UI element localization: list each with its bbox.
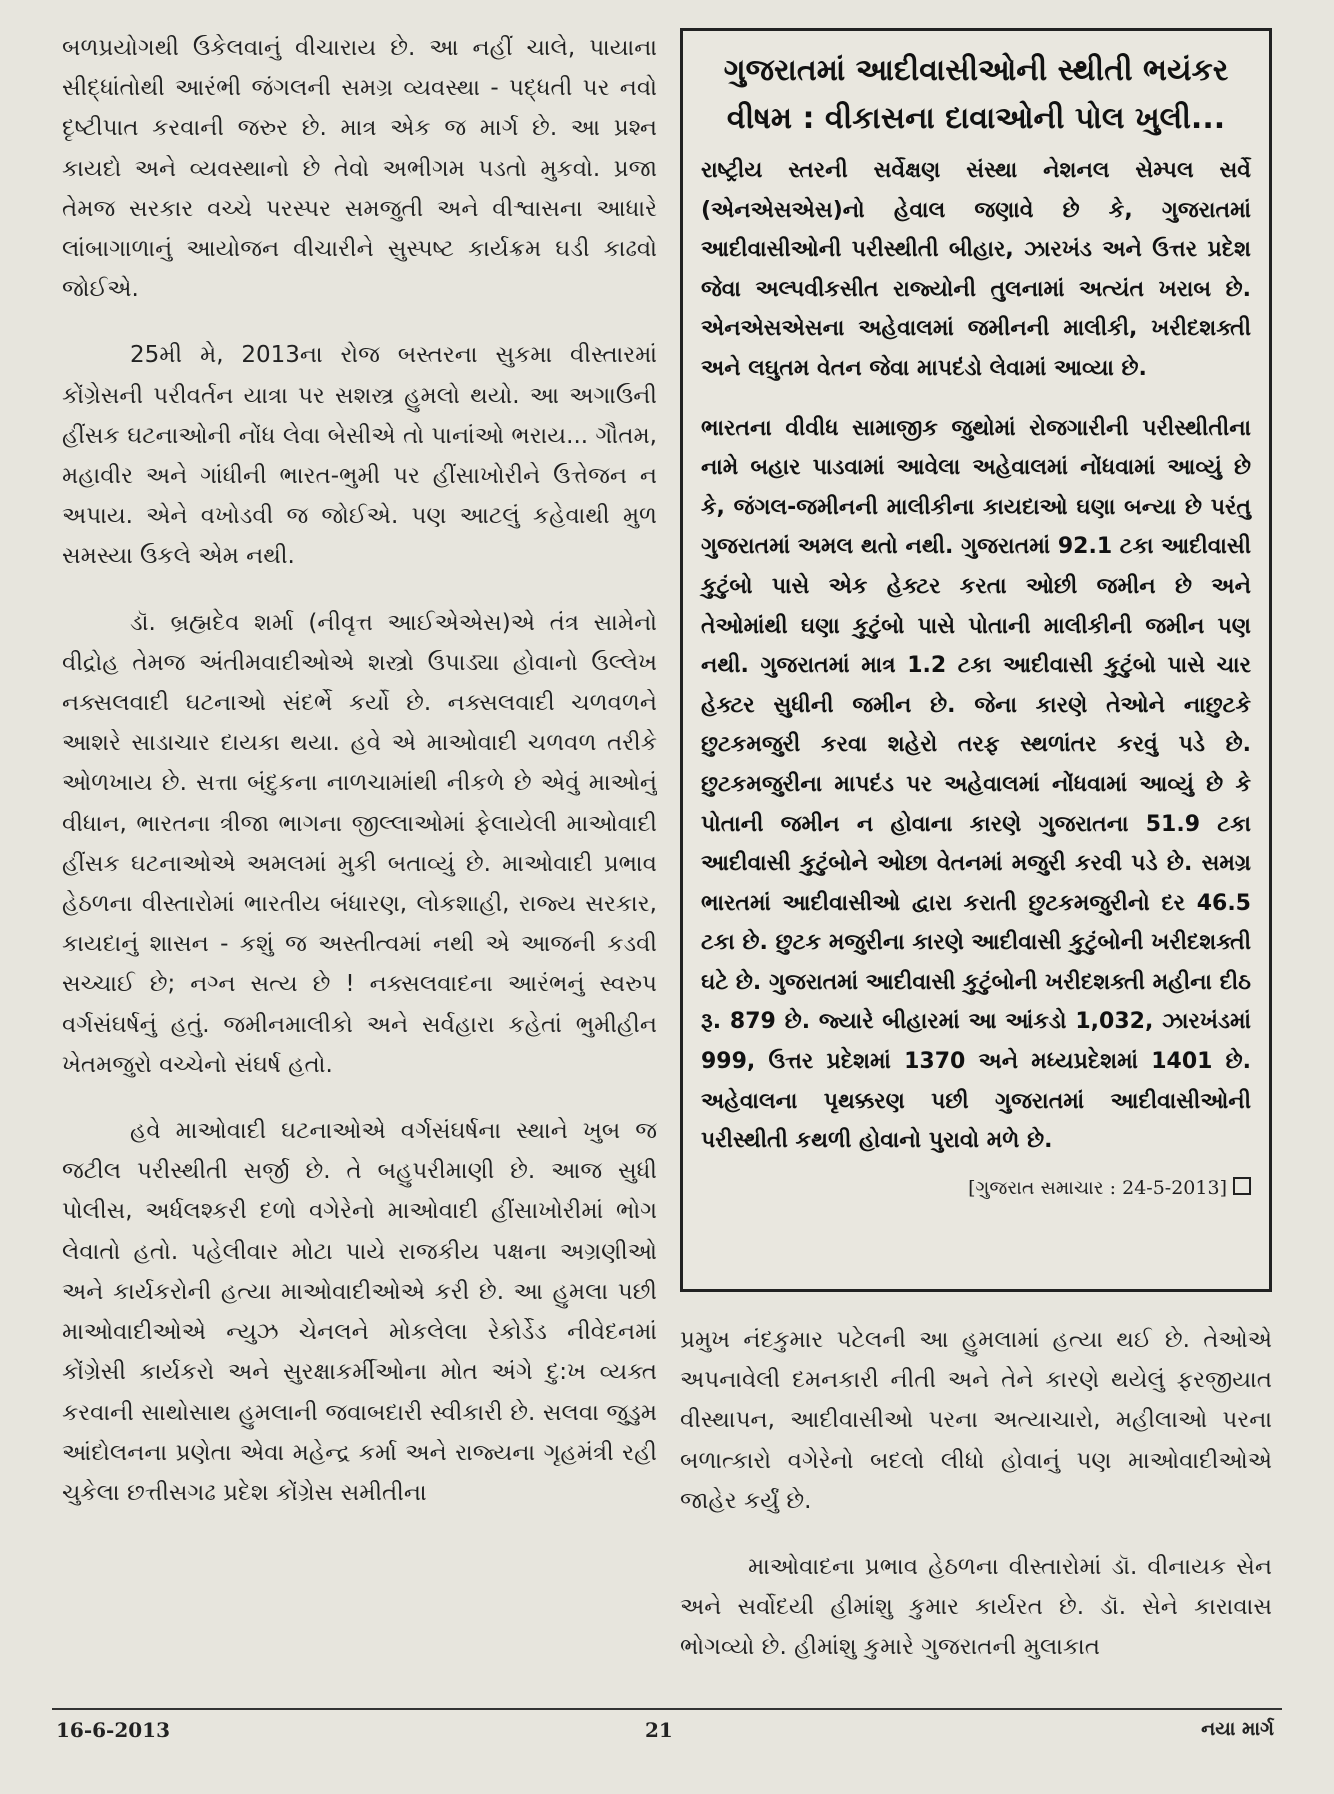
right-column: [680, 28, 1272, 1696]
right-paragraph-2: માઓવાદના પ્રભાવ હેઠળના વીસ્તારોમાં ડૉ. વીનાયક સેન અને સર્વોદયી હીમાંશુ કુમાર કાર્યરત છે. ડૉ. સેને કારાવાસ ભોગવ્યો છે. હીમાંશુ કુમારે ગુજરાતની મુલાકાત: [680, 1554, 1272, 1661]
page-number: 21: [645, 1718, 673, 1742]
publication-name: નયા માર્ગ: [1201, 1718, 1274, 1740]
left-paragraph-1: બળપ્રયોગથી ઉકેલવાનું વીચારાય છે. આ નહીં ચાલે, પાયાના સીદ્ધાંતોથી આરંભી જંગલની સમગ્ર વ્યવસ્થા - પદ્ધતી પર નવો દૃષ્ટીપાત કરવાની જરુર છે. માત્ર એક જ માર્ગ છે. આ પ્રશ્ન કાયદો અને વ્યવસ્થાનો છે તેવો અભીગમ પડતો મુકવો. પ્રજા તેમજ સરકાર વચ્ચે પરસ્પર સમજુતી અને વીશ્વાસના આધારે લાંબાગાળાનું આયોજન વીચારીને સુસ્પષ્ટ કાર્યક્રમ ઘડી કાઢવો જોઈએ.: [62, 35, 657, 303]
end-square-icon: [1233, 1177, 1251, 1195]
right-column-text: [680, 1320, 1272, 1668]
left-column: [62, 28, 657, 1696]
left-paragraph-2: 25મી મે, 2013ના રોજ બસ્તરના સુકમા વીસ્તારમાં કોંગ્રેસની પરીવર્તન યાત્રા પર સશસ્ત્ર હુમલો થયો. આ અગાઉની હીંસક ઘટનાઓની નોંધ લેવા બેસીએ તો પાનાંઓ ભરાય... ગૌતમ, મહાવીર અને ગાંધીની ભારત-ભુમી પર હીંસાખોરીને ઉત્તેજન ન અપાય. એને વખોડવી જ જોઈએ. પણ આટલું કહેવાથી મુળ સમસ્યા ઉકલે એમ નથી.: [62, 342, 657, 570]
news-box-source-text: [ગુજરાત સમાચાર : 24-5-2013]: [968, 1176, 1227, 1199]
news-box-source: [701, 1177, 1251, 1199]
left-paragraph-3: ડૉ. બ્રહ્મદેવ શર્મા (નીવૃત્ત આઈએએસ)એ તંત્ર સામેનો વીદ્રોહ તેમજ અંતીમવાદીઓએ શસ્ત્રો ઉપાડ્યા હોવાનો ઉલ્લેખ નક્સલવાદી ઘટનાઓ સંદર્ભે કર્યો છે. નક્સલવાદી ચળવળને આશરે સાડાચાર દાયકા થયા. હવે એ માઓવાદી ચળવળ તરીકે ઓળખાય છે. સત્તા બંદુકના નાળચામાંથી નીકળે છે એવું માઓનું વીધાન, ભારતના ત્રીજા ભાગના જીલ્લાઓમાં ફેલાયેલી માઓવાદી હીંસક ઘટનાઓએ અમલમાં મુકી બતાવ્યું છે. માઓવાદી પ્રભાવ હેઠળના વીસ્તારોમાં ભારતીય બંધારણ, લોકશાહી, રાજ્ય સરકાર, કાયદાનું શાસન - કશું જ અસ્તીત્વમાં નથી એ આજની કડવી સચ્ચાઈ છે; નગ્ન સત્ય છે ! નક્સલવાદના આરંભનું સ્વરુપ વર્ગસંઘર્ષનું હતું. જમીનમાલીકો અને સર્વહારા કહેતાં ભુમીહીન ખેતમજુરો વચ્ચેનો સંઘર્ષ હતો.: [62, 609, 657, 1078]
footer-divider: [52, 1708, 1282, 1710]
news-box-paragraph-1: રાષ્ટ્રીય સ્તરની સર્વેક્ષણ સંસ્થા નેશનલ સેમ્પલ સર્વે (એનએસએસ)નો હેવાલ જણાવે છે કે, ગુજરાતમાં આદીવાસીઓની પરીસ્થીતી બીહાર, ઝારખંડ અને ઉત્તર પ્રદેશ જેવા અલ્પવીકસીત રાજ્યોની તુલનામાં અત્યંત ખરાબ છે. એનએસએસના અહેવાલમાં જમીનની માલીકી, ખરીદશક્તી અને લઘુતમ વેતન જેવા માપદંડો લેવામાં આવ્યા છે.: [701, 158, 1251, 381]
news-box-paragraph-2: ભારતના વીવીધ સામાજીક જુથોમાં રોજગારીની પરીસ્થીતીના નામે બહાર પાડવામાં આવેલા અહેવાલમાં નોંધવામાં આવ્યું છે કે, જંગલ-જમીનની માલીકીના કાયદાઓ ઘણા બન્યા છે પરંતુ ગુજરાતમાં અમલ થતો નથી. ગુજરાતમાં 92.1 ટકા આદીવાસી કુટુંબો પાસે એક હેક્ટર કરતા ઓછી જમીન છે અને તેઓમાંથી ઘણા કુટુંબો પાસે પોતાની માલીકીની જમીન પણ નથી. ગુજરાતમાં માત્ર 1.2 ટકા આદીવાસી કુટુંબો પાસે ચાર હેક્ટર સુધીની જમીન છે. જેના કારણે તેઓને નાછુટકે છુટકમજુરી કરવા શહેરો તરફ સ્થળાંતર કરવું પડે છે. છુટકમજુરીના માપદંડ પર અહેવાલમાં નોંધવામાં આવ્યું છે કે પોતાની જમીન ન હોવાના કારણે ગુજરાતના 51.9 ટકા આદીવાસી કુટુંબોને ઓછા વેતનમાં મજુરી કરવી પડે છે. સમગ્ર ભારતમાં આદીવાસીઓ દ્વારા કરાતી છુટકમજુરીનો દર 46.5 ટકા છે. છુટક મજુરીના કારણે આદીવાસી કુટુંબોની ખરીદશક્તી ઘટે છે. ગુજરાતમાં આદીવાસી કુટુંબોની ખરીદશક્તી મહીના દીઠ રૂ. 879 છે. જ્યારે બીહારમાં આ આંકડો 1,032, ઝારખંડમાં 999, ઉત્તર પ્રદેશમાં 1370 અને મધ્યપ્રદેશમાં 1401 છે. અહેવાલના પૃથક્કરણ પછી ગુજરાતમાં આદીવાસીઓની પરીસ્થીતી કથળી હોવાનો પુરાવો મળે છે.: [701, 415, 1251, 1154]
news-box-title: ગુજરાતમાં આદીવાસીઓની સ્થીતી ભયંકર વીષમ : વીકાસના દાવાઓની પોલ ખુલી...: [723, 53, 1229, 136]
left-paragraph-4: હવે માઓવાદી ઘટનાઓએ વર્ગસંઘર્ષના સ્થાને ખુબ જ જટીલ પરીસ્થીતી સર્જી છે. તે બહુપરીમાણી છે. આજ સુધી પોલીસ, અર્ધલશ્કરી દળો વગેરેનો માઓવાદી હીંસાખોરીમાં ભોગ લેવાતો હતો. પહેલીવાર મોટા પાયે રાજકીય પક્ષના અગ્રણીઓ અને કાર્યકરોની હત્યા માઓવાદીઓએ કરી છે. આ હુમલા પછી માઓવાદીઓએ ન્યુઝ ચેનલને મોકલેલા રેકોર્ડેડ નીવેદનમાં કોંગ્રેસી કાર્યકરો અને સુરક્ષાકર્મીઓના મોત અંગે દુ:ખ વ્યક્ત કરવાની સાથોસાથ હુમલાની જવાબદારી સ્વીકારી છે. સલવા જુડુમ આંદોલનના પ્રણેતા એવા મહેન્દ્ર કર્મા અને રાજ્યના ગૃહમંત્રી રહી ચુકેલા છત્તીસગઢ પ્રદેશ કોંગ્રેસ સમીતીના: [62, 1118, 657, 1506]
footer-date: 16-6-2013: [56, 1718, 171, 1742]
news-box: [680, 28, 1272, 1292]
right-paragraph-1: પ્રમુખ નંદકુમાર પટેલની આ હુમલામાં હત્યા થઈ છે. તેઓએ અપનાવેલી દમનકારી નીતી અને તેને કારણે થયેલું ફરજીયાત વીસ્થાપન, આદીવાસીઓ પરના અત્યાચારો, મહીલાઓ પરના બળાત્કારો વગેરેનો બદલો લીધો હોવાનું પણ માઓવાદીઓએ જાહેર કર્યું છે.: [680, 1327, 1272, 1514]
